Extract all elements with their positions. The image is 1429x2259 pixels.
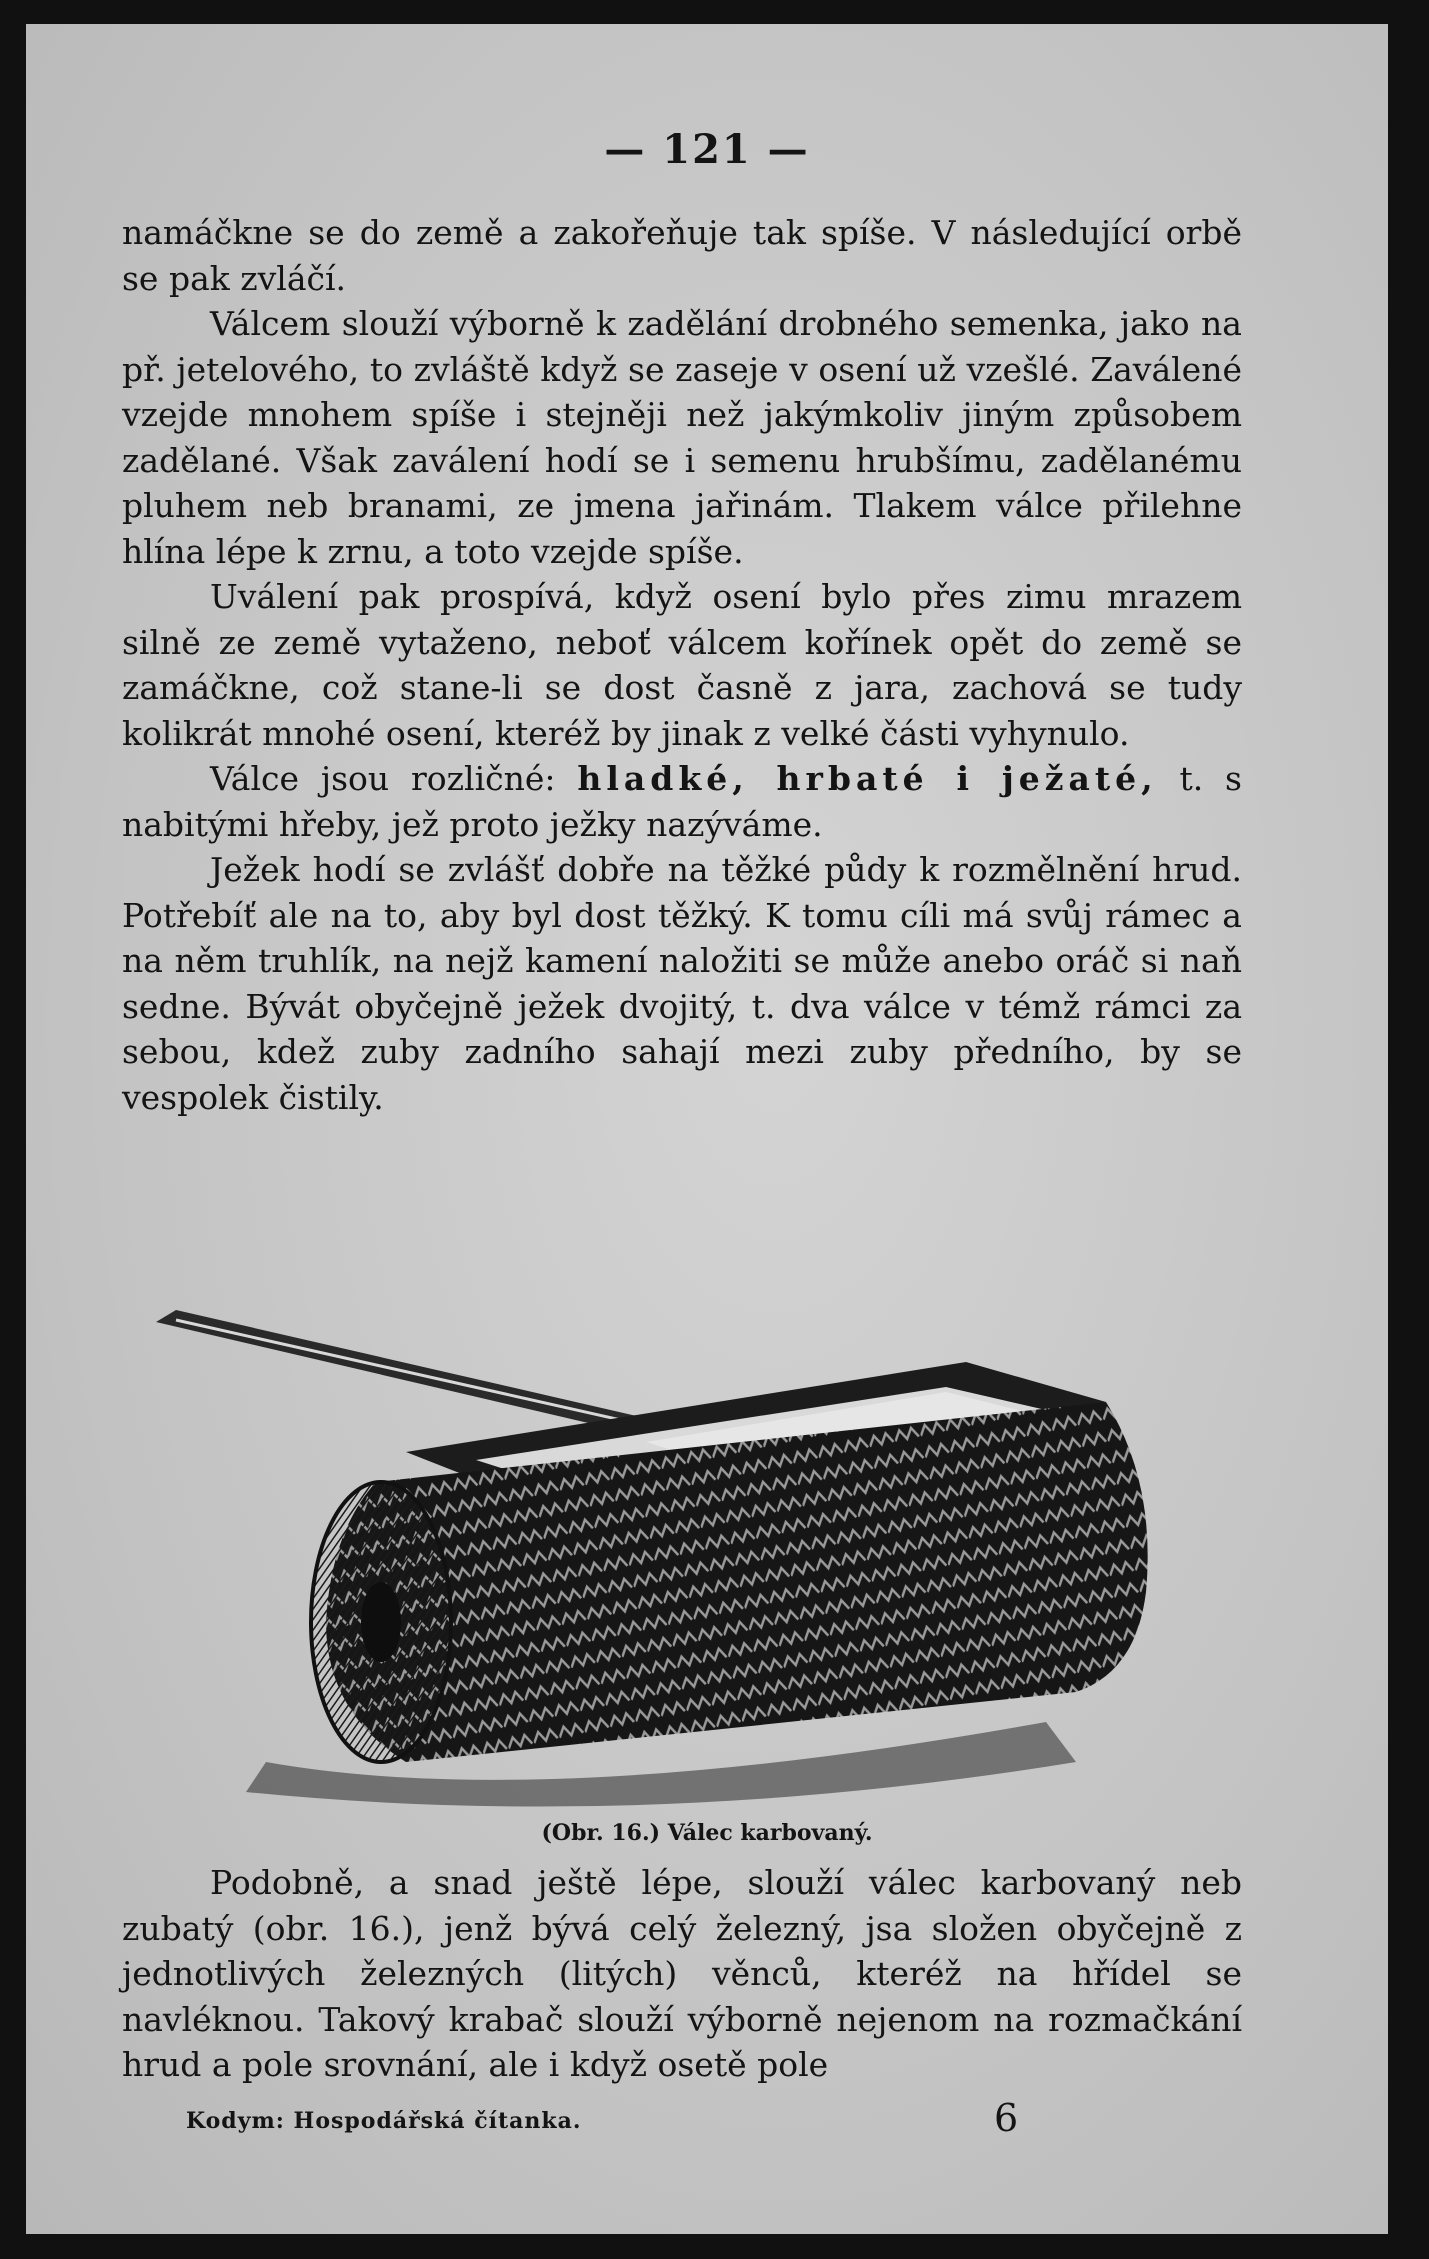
book-title-footer: Kodym: Hospodářská čítanka.: [186, 2108, 582, 2134]
paragraph-1: namáčkne se do země a zakořeňuje tak spíše. V následující orbě se pak zvláčí.: [122, 213, 1242, 298]
paragraph-3: Uválení pak prospívá, když osení bylo přes zimu mrazem silně ze země vytaženo, neboť válcem kořínek opět do země se zamáčkne, což stane-li se dost časně z jara, zachová se tudy kolikrát mnohé osení, kteréž by jinak z velké části vyhynulo.: [122, 577, 1242, 753]
paragraph-4-lead: Válce jsou rozličné:: [210, 759, 578, 798]
paragraph-4: [122, 756, 1242, 847]
book-page: [26, 24, 1388, 2234]
paragraph-2: Válcem slouží výborně k zadělání drobného semenka, jako na př. jetelového, to zvláště když se zaseje v osení už vzešlé. Zaválené vzejde mnohem spíše i stejněji než jakýmkoliv jiným způsobem zadělané. Však zaválení hodí se i semenu hrubšímu, zadělanému pluhem neb branami, ze jmena jařinám. Tlakem válce přilehne hlína lépe k zrnu, a toto vzejde spíše.: [122, 304, 1242, 571]
page-number: — 121 —: [604, 126, 810, 173]
paragraph-5: Ježek hodí se zvlášť dobře na těžké půdy k rozmělnění hrud. Potřebíť ale na to, aby byl dost těžký. K tomu cíli má svůj rámec a na něm truhlík, na nejž kamení naložiti se může anebo oráč si naň sedne. Bývát obyčejně ježek dvojitý, t. dva válce v témž rámci za sebou, kdež zuby zadního sahají mezi zuby předního, by se vespolek čistily.: [122, 850, 1242, 1117]
body-text-upper: [122, 210, 1242, 1120]
signature-mark: 6: [994, 2096, 1019, 2140]
figure-caption: (Obr. 16.) Válec karbovaný.: [541, 1820, 873, 1846]
paragraph-4-tail: t. s nabitými hřeby, jež proto ježky nazýváme.: [122, 759, 1242, 844]
roller-engraving-illustration: [146, 1292, 1246, 1832]
body-text-lower: [122, 1860, 1242, 2088]
paragraph-6: Podobně, a snad ještě lépe, slouží válec karbovaný neb zubatý (obr. 16.), jenž bývá celý železný, jsa složen obyčejně z jednotlivých železných (litých) věnců, kteréž na hřídel se navléknou. Takový krabač slouží výborně nejenom na rozmačkání hrud a pole srovnání, ale i když osetě pole: [122, 1863, 1242, 2084]
roller-types-emphasis: hladké, hrbaté i ježaté,: [577, 759, 1158, 798]
